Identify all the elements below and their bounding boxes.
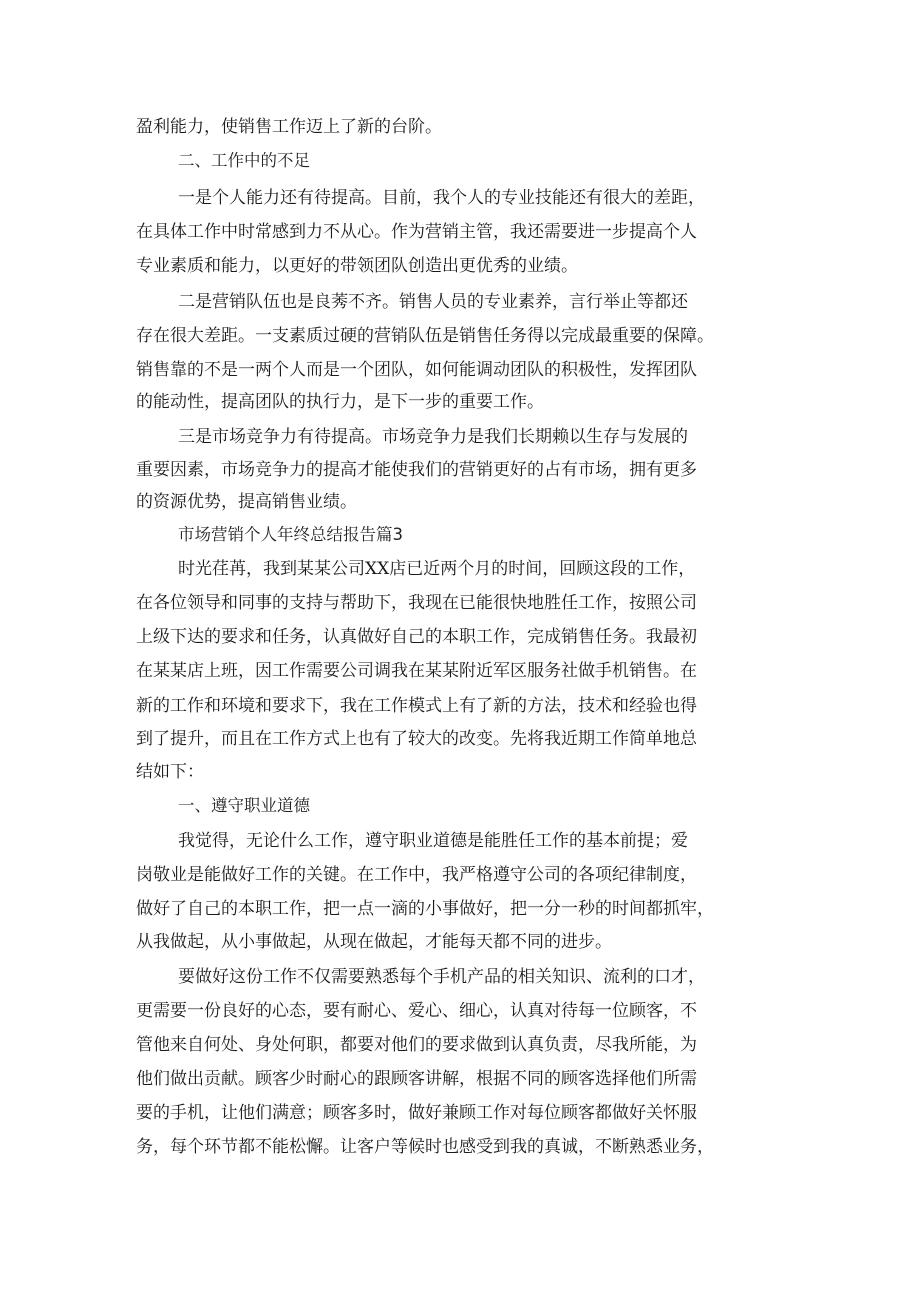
text-line: 存在很大差距。一支素质过硬的营销队伍是销售任务得以完成最重要的保障。: [136, 326, 714, 346]
text-line: 的能动性，提高团队的执行力，是下一步的重要工作。: [136, 392, 544, 412]
text-line: 要的手机，让他们满意；顾客多时，做好兼顾工作对每位顾客都做好关怀服: [136, 1103, 697, 1123]
text-line: 销售靠的不是一两个人而是一个团队，如何能调动团队的积极性，发挥团队: [136, 360, 697, 380]
text-line: 管他来自何处、身处何职，都要对他们的要求做到认真负责，尽我所能，为: [136, 1035, 697, 1055]
section-heading: 一、遵守职业道德: [178, 796, 310, 815]
text-line: 在某某店上班，因工作需要公司调我在某某附近军区服务社做手机销售。在: [136, 661, 697, 681]
article-title: 市场营销个人年终总结报告篇3: [178, 525, 403, 544]
section-heading: 二、工作中的不足: [178, 151, 310, 170]
text-line: 做好了自己的本职工作，把一点一滴的小事做好，把一分一秒的时间都抓牢，: [136, 899, 714, 919]
paragraph-line: 时光荏苒，我到某某公司XX店已近两个月的时间，回顾这段的工作，: [178, 559, 696, 579]
text-line: 务，每个环节都不能松懈。让客户等候时也感受到我的真诚，不断熟悉业务，: [136, 1137, 714, 1157]
text-line: 在具体工作中时常感到力不从心。作为营销主管，我还需要进一步提高个人: [136, 222, 697, 242]
paragraph-line: 我觉得，无论什么工作，遵守职业道德是能胜任工作的基本前提；爱: [178, 831, 688, 851]
text-line: 新的工作和环境和要求下，我在工作模式上有了新的方法，技术和经验也得: [136, 696, 697, 716]
text-line: 专业素质和能力，以更好的带领团队创造出更优秀的业绩。: [136, 256, 578, 276]
text-line: 他们做出贡献。顾客少时耐心的跟顾客讲解，根据不同的顾客选择他们所需: [136, 1069, 697, 1089]
text-line: 岗敬业是能做好工作的关键。在工作中，我严格遵守公司的各项纪律制度，: [136, 865, 697, 885]
text-line: 上级下达的要求和任务，认真做好自己的本职工作，完成销售任务。我最初: [136, 627, 697, 647]
paragraph-line: 一是个人能力还有待提高。目前，我个人的专业技能还有很大的差距，: [178, 188, 705, 208]
text-line: 从我做起，从小事做起，从现在做起，才能每天都不同的进步。: [136, 932, 612, 952]
text-line: 的资源优势，提高销售业绩。: [136, 492, 357, 512]
text-line: 更需要一份良好的心态，要有耐心、爱心、细心，认真对待每一位顾客，不: [136, 1001, 697, 1021]
paragraph-line: 二是营销队伍也是良莠不齐。销售人员的专业素养，言行举止等都还: [178, 292, 688, 312]
text-line: 重要因素，市场竞争力的提高才能使我们的营销更好的占有市场，拥有更多: [136, 460, 697, 480]
paragraph-line: 要做好这份工作不仅需要熟悉每个手机产品的相关知识、流利的口才，: [178, 967, 705, 987]
paragraph-line: 三是市场竞争力有待提高。市场竞争力是我们长期赖以生存与发展的: [178, 427, 688, 447]
text-line: 在各位领导和同事的支持与帮助下，我现在已能很快地胜任工作，按照公司: [136, 593, 697, 613]
text-line: 盈利能力，使销售工作迈上了新的台阶。: [136, 117, 442, 137]
text-line: 结如下：: [136, 762, 204, 782]
text-line: 到了提升，而且在工作方式上也有了较大的改变。先将我近期工作简单地总: [136, 729, 697, 749]
